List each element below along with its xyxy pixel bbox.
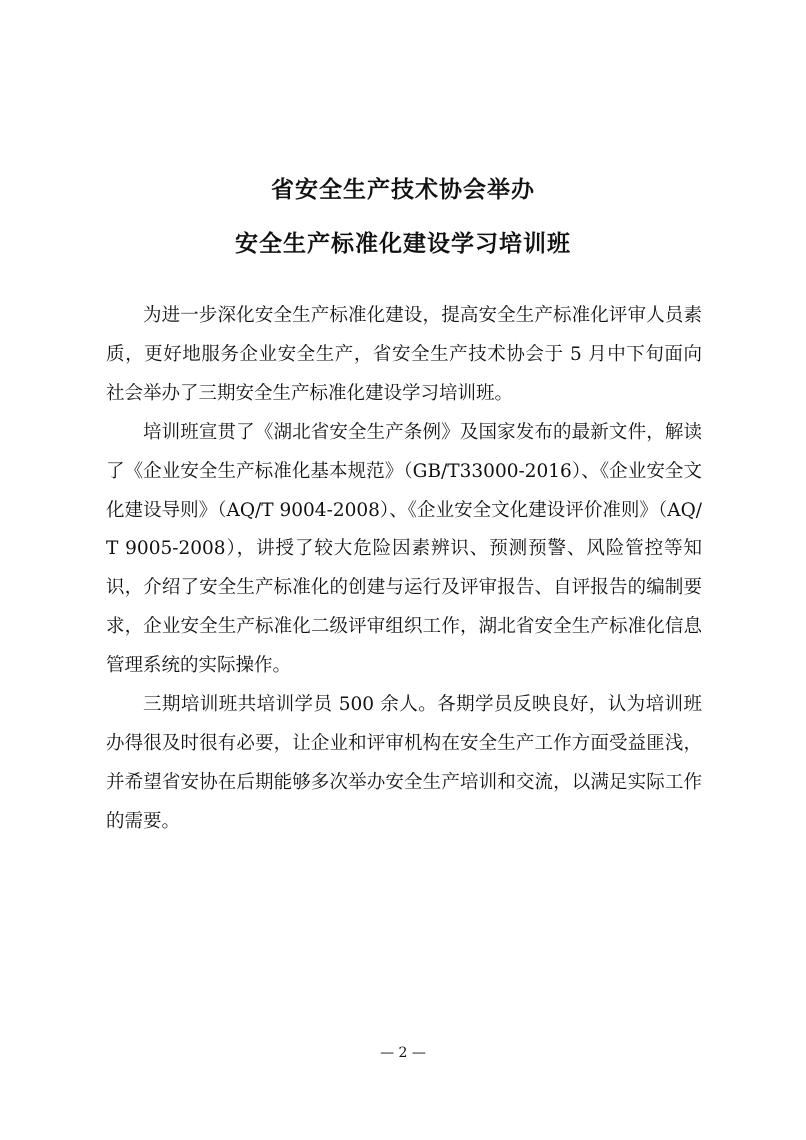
body-paragraph-2: 培训班宣贯了《湖北省安全生产条例》及国家发布的最新文件，解读了《企业安全生产标准化基本规范》（GB/T33000-2016）、《企业安全文化建设导则》（AQ/T 9004-2008）、《企业安全文化建设评价准则》（AQ/T 9005-2008），讲授了较大危险因素辨识、预测预警、风险管控等知识，介绍了安全生产标准化的创建与运行及评审报告、自评报告的编制要求，企业安全生产标准化二级评审组织工作，湖北省安全生产标准化信息管理系统的实际操作。 bbox=[106, 421, 702, 677]
body-paragraph-3: 三期培训班共培训学员 500 余人。各期学员反映良好，认为培训班办得很及时很有必要，让企业和评审机构在安全生产工作方面受益匪浅，并希望省安协在后期能够多次举办安全生产培训和交流，以满足实际工作的需要。 bbox=[106, 694, 702, 832]
body-paragraph-1: 为进一步深化安全生产标准化建设，提高安全生产标准化评审人员素质，更好地服务企业安全生产，省安全生产技术协会于 5 月中下旬面向社会举办了三期安全生产标准化建设学习培训班。 bbox=[106, 305, 702, 404]
document-title-line-1: 省安全生产技术协会举办 bbox=[271, 177, 535, 203]
page-number: — 2 — bbox=[380, 1045, 426, 1061]
document-body bbox=[106, 297, 702, 842]
document-title-line-2: 安全生产标准化建设学习培训班 bbox=[235, 231, 571, 257]
